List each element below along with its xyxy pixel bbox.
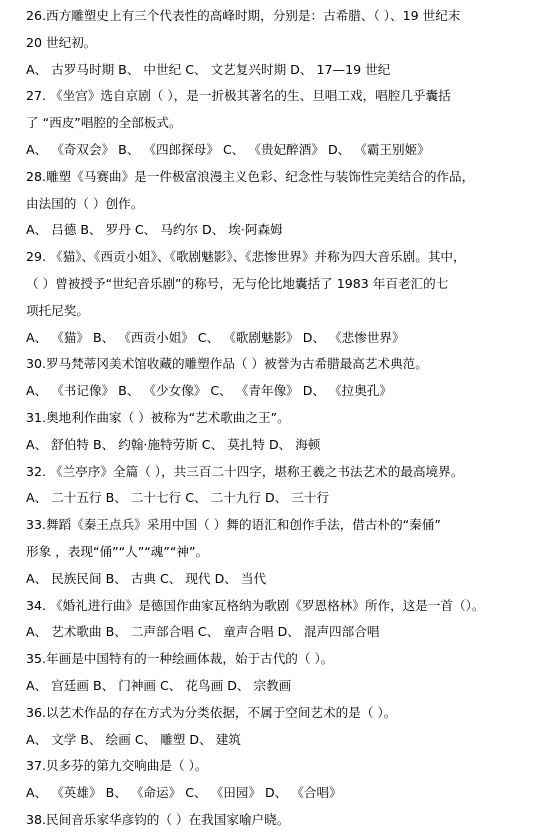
q34-stem: 34. 《婚礼进行曲》是德国作曲家瓦格纳为歌剧《罗恩格林》所作，这是一首（）。 bbox=[26, 597, 485, 613]
q31-stem: 31.奥地利作曲家（ ）被称为“艺术歌曲之王”。 bbox=[26, 409, 290, 425]
q26-stem-line-2: 20 世纪初。 bbox=[26, 34, 97, 50]
q33-options: A、 民族民间 B、 古典 C、 现代 D、 当代 bbox=[26, 570, 267, 586]
q26-stem-line-1: 26.西方雕塑史上有三个代表性的高峰时期，分别是：古希腊、（ ）、19 世纪末 bbox=[26, 8, 461, 23]
q29-stem-line-3: 项托尼奖。 bbox=[26, 302, 89, 318]
q33-stem-line-2: 形象 ，表现“俑”“人”“魂”“神”。 bbox=[26, 543, 209, 559]
q28-options: A、 吕德 B、 罗丹 C、 马约尔 D、 埃·阿森姆 bbox=[26, 222, 283, 238]
q30-options: A、 《书记像》 B、 《少女像》 C、 《青年像》 D、 《拉奥孔》 bbox=[26, 383, 393, 399]
q27-stem-line-2: 了 “西皮”唱腔的全部板式。 bbox=[26, 115, 182, 131]
q36-options: A、 文学 B、 绘画 C、 雕塑 D、 建筑 bbox=[26, 731, 241, 747]
q29-stem-line-2: （ ）曾被授予“世纪音乐剧”的称号，无与伦比地囊括了 1983 年百老汇的七 bbox=[26, 275, 449, 291]
q35-stem: 35.年画是中国特有的一种绘画体裁，始于古代的（ ）。 bbox=[26, 651, 334, 667]
q29-stem-line-1: 29. 《猫》、《西贡小姐》、《歌剧魅影》、《悲惨世界》并称为四大音乐剧。其中， bbox=[26, 249, 466, 265]
q27-options: A、 《奇双会》 B、 《四郎探母》 C、 《贵妃醉酒》 D、 《霸王别姬》 bbox=[26, 141, 430, 157]
q33-stem-line-1: 33.舞蹈《秦王点兵》采用中国（ ）舞的语汇和创作手法，借古朴的“秦俑” bbox=[26, 517, 441, 533]
q29-options: A、 《猫》 B、 《西贡小姐》 C、 《歌剧魅影》 D、 《悲惨世界》 bbox=[26, 329, 405, 345]
q37-options: A、 《英雄》 B、 《命运》 C、 《田园》 D、 《合唱》 bbox=[26, 785, 342, 801]
q31-options: A、 舒伯特 B、 约翰·施特劳斯 C、 莫扎特 D、 海顿 bbox=[26, 436, 321, 452]
q27-stem-line-1: 27. 《坐宫》选自京剧（ ），是一折极其著名的生、旦唱工戏，唱腔几乎囊括 bbox=[26, 88, 451, 104]
q28-stem-line-2: 由法国的（ ）创作。 bbox=[26, 195, 144, 211]
q32-stem: 32. 《兰亭序》全篇（ ），共三百二十四字，堪称王羲之书法艺术的最高境界。 bbox=[26, 463, 464, 479]
q37-stem: 37.贝多芬的第九交响曲是（ ）。 bbox=[26, 758, 208, 774]
q35-options: A、 宫廷画 B、 门神画 C、 花鸟画 D、 宗教画 bbox=[26, 677, 292, 693]
q32-options: A、 二十五行 B、 二十七行 C、 二十九行 D、 三十行 bbox=[26, 490, 330, 506]
q30-stem: 30.罗马梵蒂冈美术馆收藏的雕塑作品（ ）被誉为古希腊最高艺术典范。 bbox=[26, 356, 428, 372]
q28-stem-line-1: 28.雕塑《马赛曲》是一件极富浪漫主义色彩、纪念性与装饰性完美结合的作品， bbox=[26, 168, 475, 184]
q36-stem: 36.以艺术作品的存在方式为分类依据，不属于空间艺术的是（ ）。 bbox=[26, 704, 397, 720]
q26-options: A、 古罗马时期 B、 中世纪 C、 文艺复兴时期 D、 17—19 世纪 bbox=[26, 61, 391, 77]
q34-options: A、 艺术歌曲 B、 二声部合唱 C、 童声合唱 D、 混声四部合唱 bbox=[26, 624, 380, 640]
q38-stem: 38.民间音乐家华彦钧的（ ）在我国家喻户晓。 bbox=[26, 811, 290, 827]
